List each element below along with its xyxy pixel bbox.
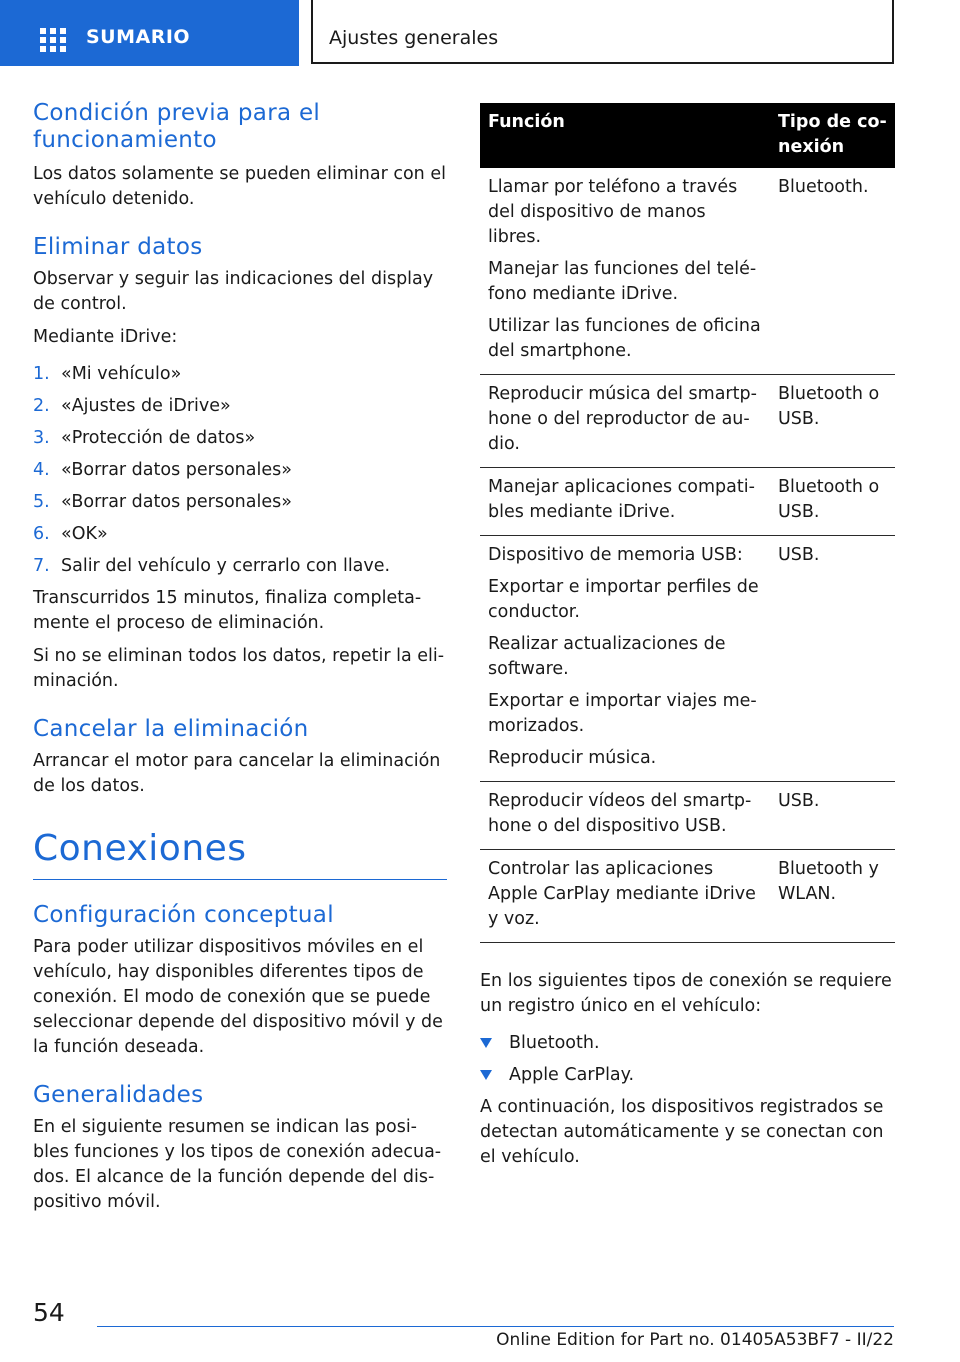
right-column [480,103,895,1170]
cell-tipo: USB. [770,536,895,782]
cell-funcion: Reproducir música del smartp-hone o del reproductor de au-dio. [480,375,770,468]
list-item: 3. «Protección de datos» [33,428,256,448]
footer-divider [97,1326,894,1327]
list-item: 5. «Borrar datos personales» [33,492,292,512]
heading-cancelar: Cancelar la eliminación [33,716,309,742]
sumario-label: SUMARIO [86,26,191,48]
cell-tipo: USB. [770,782,895,850]
cell-tipo: Bluetooth o USB. [770,468,895,536]
cell-funcion: Dispositivo de memoria USB: Exportar e importar perfiles de conductor. Realizar actualizaciones de software. Exportar e importar viajes me-morizados. Reproducir música. [480,536,770,782]
cell-funcion: Llamar por teléfono a través del dispositivo de manos libres. Manejar las funciones del telé-fono mediante iDrive. Utilizar las funciones de oficina del smartphone. [480,168,770,375]
cell-funcion: Reproducir vídeos del smartp-hone o del dispositivo USB. [480,782,770,850]
page-number: 54 [33,1298,65,1327]
list-item: Bluetooth. [480,1031,895,1056]
table-row [480,375,895,468]
heading-config: Configuración conceptual [33,902,334,928]
heading-conexiones: Conexiones [33,829,447,880]
table-row [480,782,895,850]
cell-funcion: Controlar las aplicaciones Apple CarPlay mediante iDrive y voz. [480,850,770,943]
text-continuacion: A continuación, los dispositivos registrados se detectan automáticamente y se conectan con el vehículo. [480,1097,884,1167]
cell-tipo: Bluetooth y WLAN. [770,850,895,943]
triangle-bullet-icon [480,1038,492,1048]
text-si-no: Si no se eliminan todos los datos, repetir la eli-minación. [33,646,445,691]
cell-funcion: Manejar aplicaciones compati-bles mediante iDrive. [480,468,770,536]
heading-generalidades: Generalidades [33,1082,204,1108]
list-item: 2. «Ajustes de iDrive» [33,396,231,416]
table-row [480,468,895,536]
cell-tipo: Bluetooth. [770,168,895,375]
section-tab[interactable] [311,0,894,64]
footer-edition: Online Edition for Part no. 01405A53BF7 - II/22 [496,1330,894,1350]
text-registro: En los siguientes tipos de conexión se requiere un registro único en el vehículo: [480,971,892,1016]
table-row [480,168,895,375]
table-row [480,536,895,782]
list-item: 6. «OK» [33,524,108,544]
heading-eliminar: Eliminar datos [33,234,203,260]
text-cancelar: Arrancar el motor para cancelar la eliminación de los datos. [33,751,441,796]
grid-menu-icon [40,28,66,52]
triangle-bullet-icon [480,1070,492,1080]
top-bar [0,0,960,66]
list-item: 4. «Borrar datos personales» [33,460,292,480]
cell-tipo: Bluetooth o USB. [770,375,895,468]
table-row [480,850,895,943]
steps-list [33,362,447,579]
bullet-list [480,1031,895,1088]
text-config: Para poder utilizar dispositivos móviles en el vehículo, hay disponibles diferentes tipos de conexión. El modo de conexión que se puede seleccionar depende del dispositivo móvil y de la función deseada. [33,937,443,1057]
heading-condicion: Condición previa para el funcionamiento [33,100,321,153]
section-title: Ajustes generales [329,27,499,49]
column-header-funcion: Función [480,103,770,168]
left-column [33,100,447,1215]
list-item: Apple CarPlay. [480,1063,895,1088]
list-item: 7. Salir del vehículo y cerrarlo con llave. [33,556,391,576]
text-mediante: Mediante iDrive: [33,327,178,347]
text-generalidades: En el siguiente resumen se indican las posi-bles funciones y los tipos de conexión adecua-dos. El alcance de la función depende del dis-positivo móvil. [33,1117,442,1212]
list-item: 1. «Mi vehículo» [33,364,182,384]
sumario-button[interactable] [0,0,299,66]
column-header-tipo: Tipo de co-nexión [770,103,895,168]
text-transcurridos: Transcurridos 15 minutos, finaliza completa-mente el proceso de eliminación. [33,588,422,633]
text-condicion: Los datos solamente se pueden eliminar con el vehículo detenido. [33,164,446,209]
text-observar: Observar y seguir las indicaciones del display de control. [33,269,434,314]
connections-table [480,103,895,943]
